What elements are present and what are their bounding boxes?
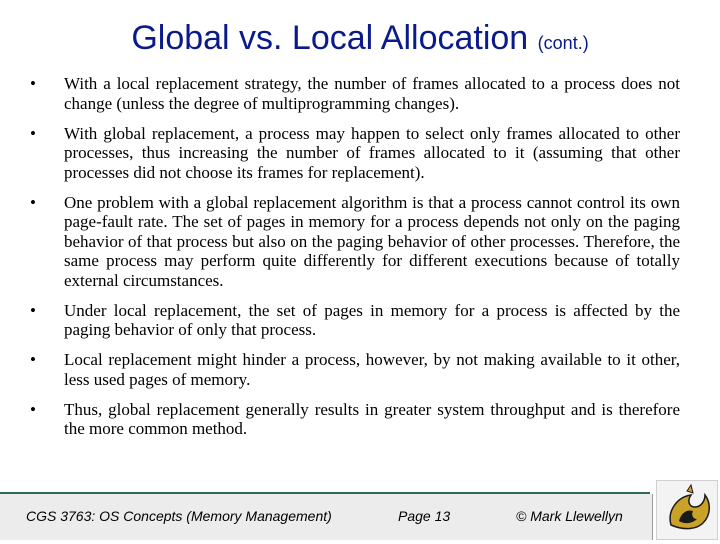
bullet-item bbox=[30, 301, 680, 340]
bullet-item bbox=[30, 124, 680, 183]
bullet-item bbox=[30, 193, 680, 291]
bullet-glyph: • bbox=[30, 350, 36, 369]
ucf-pegasus-logo-icon bbox=[656, 480, 718, 540]
slide-title-main: Global vs. Local Allocation bbox=[131, 19, 529, 57]
bullet-glyph: • bbox=[30, 123, 36, 143]
slide-footer bbox=[0, 494, 653, 540]
footer-page-number: Page 13 bbox=[398, 508, 451, 524]
bullet-text: With global replacement, a process may happen to select only frames allocated to other processes, thus increasing the number of frames allocated to it (assuming that other processes did not choose its frames for replacement). bbox=[64, 123, 680, 182]
bullet-text: Under local replacement, the set of pages in memory for a process is affected by the paging behavior of only that process. bbox=[64, 300, 680, 339]
footer-author: © Mark Llewellyn bbox=[516, 508, 623, 524]
bullet-glyph: • bbox=[30, 192, 36, 212]
bullet-item bbox=[30, 350, 680, 389]
bullet-text: Thus, global replacement generally results in greater system throughput and is therefore the more common method. bbox=[64, 399, 680, 438]
bullet-text: With a local replacement strategy, the number of frames allocated to a process does not change (unless the degree of multiprogramming changes). bbox=[64, 74, 680, 113]
bullet-item bbox=[30, 400, 680, 439]
bullet-text: One problem with a global replacement algorithm is that a process cannot control its own page-fault rate. The set of pages in memory for a process depends not only on the paging behavior of that process but also on the paging behavior of other processes. Therefore, the same process may perform quite differently for different executions because of totally external circumstances. bbox=[64, 192, 680, 290]
footer-course: CGS 3763: OS Concepts (Memory Management) bbox=[26, 508, 332, 524]
bullet-item bbox=[30, 74, 680, 113]
bullet-glyph: • bbox=[30, 74, 36, 93]
bullet-glyph: • bbox=[30, 300, 36, 320]
bullet-glyph: • bbox=[30, 399, 36, 419]
bullet-text: Local replacement might hinder a process, however, by not making available to it other, less used pages of memory. bbox=[64, 350, 680, 389]
bullet-list bbox=[30, 74, 680, 449]
slide-title-sub: (cont.) bbox=[537, 33, 589, 53]
slide-title bbox=[0, 18, 720, 63]
